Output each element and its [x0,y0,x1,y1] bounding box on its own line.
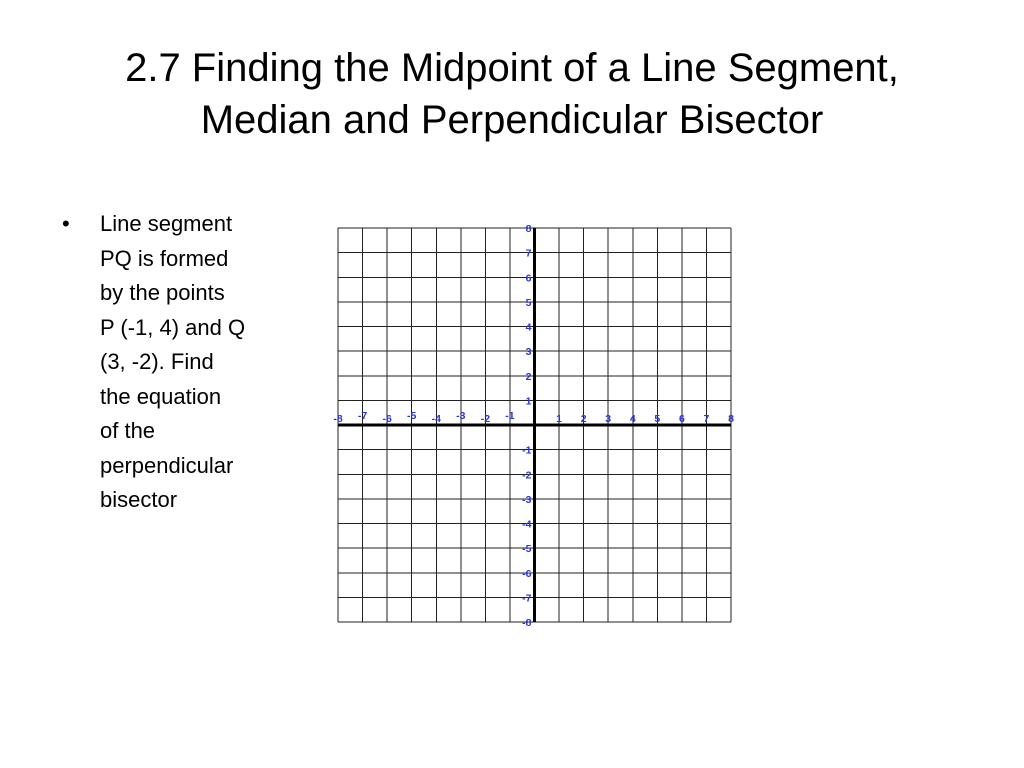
y-tick-label: -1 [522,444,532,457]
x-tick-label: 1 [556,413,562,425]
y-tick-label: -5 [522,543,532,556]
bullet-line-2: PQ is formed [100,245,229,271]
y-tick-label: 2 [525,370,532,383]
x-tick-label: -5 [407,410,417,422]
bullet-line-4: P (-1, 4) and Q [100,314,246,340]
y-tick-label: 3 [525,346,532,359]
slide-title [0,42,1024,146]
x-tick-label: -2 [480,413,491,425]
y-tick-label: 8 [525,223,532,235]
y-tick-label: -7 [522,592,532,605]
y-tick-label: -3 [522,493,532,506]
bullet-text [100,207,290,518]
x-tick-label: -1 [505,410,515,422]
x-tick-label: 2 [580,413,587,425]
y-tick-label: -8 [522,617,532,629]
y-tick-label: 6 [525,272,532,285]
x-tick-label: -6 [382,413,392,425]
y-tick-label: -6 [522,567,532,580]
x-tick-label: 5 [654,413,661,425]
y-tick-label: 5 [525,296,532,309]
y-tick-label: 4 [525,321,532,334]
bullet-line-1: Line segment [100,211,233,236]
x-tick-label: 3 [605,413,612,425]
x-tick-label: -8 [333,413,343,425]
x-tick-label: 6 [678,413,685,425]
y-tick-label: -4 [522,518,532,531]
x-tick-label: -7 [357,410,368,422]
x-tick-label: 8 [728,413,734,425]
coordinate-grid-graph [325,218,737,638]
y-tick-label: 7 [525,247,532,260]
x-tick-label: -4 [431,413,441,425]
x-tick-label: 4 [629,413,636,425]
bullet-line-9: bisector [100,487,178,512]
bullet-line-7: of the [100,418,156,443]
slide-title-line-2: Median and Perpendicular Bisector [200,98,824,142]
y-tick-label: -2 [522,469,532,482]
x-tick-label: 7 [703,413,710,425]
bullet-dot-icon: • [62,211,70,236]
x-tick-label: -3 [456,410,466,422]
bullet-line-5: (3, -2). Find [100,349,214,374]
bullet-line-8: perpendicular [100,452,234,478]
bullet-line-6: the equation [100,383,222,409]
slide-title-line-1: 2.7 Finding the Midpoint of a Line Segment, [125,46,899,90]
y-tick-label: 1 [525,395,532,408]
bullet-line-3: by the points [100,280,225,305]
